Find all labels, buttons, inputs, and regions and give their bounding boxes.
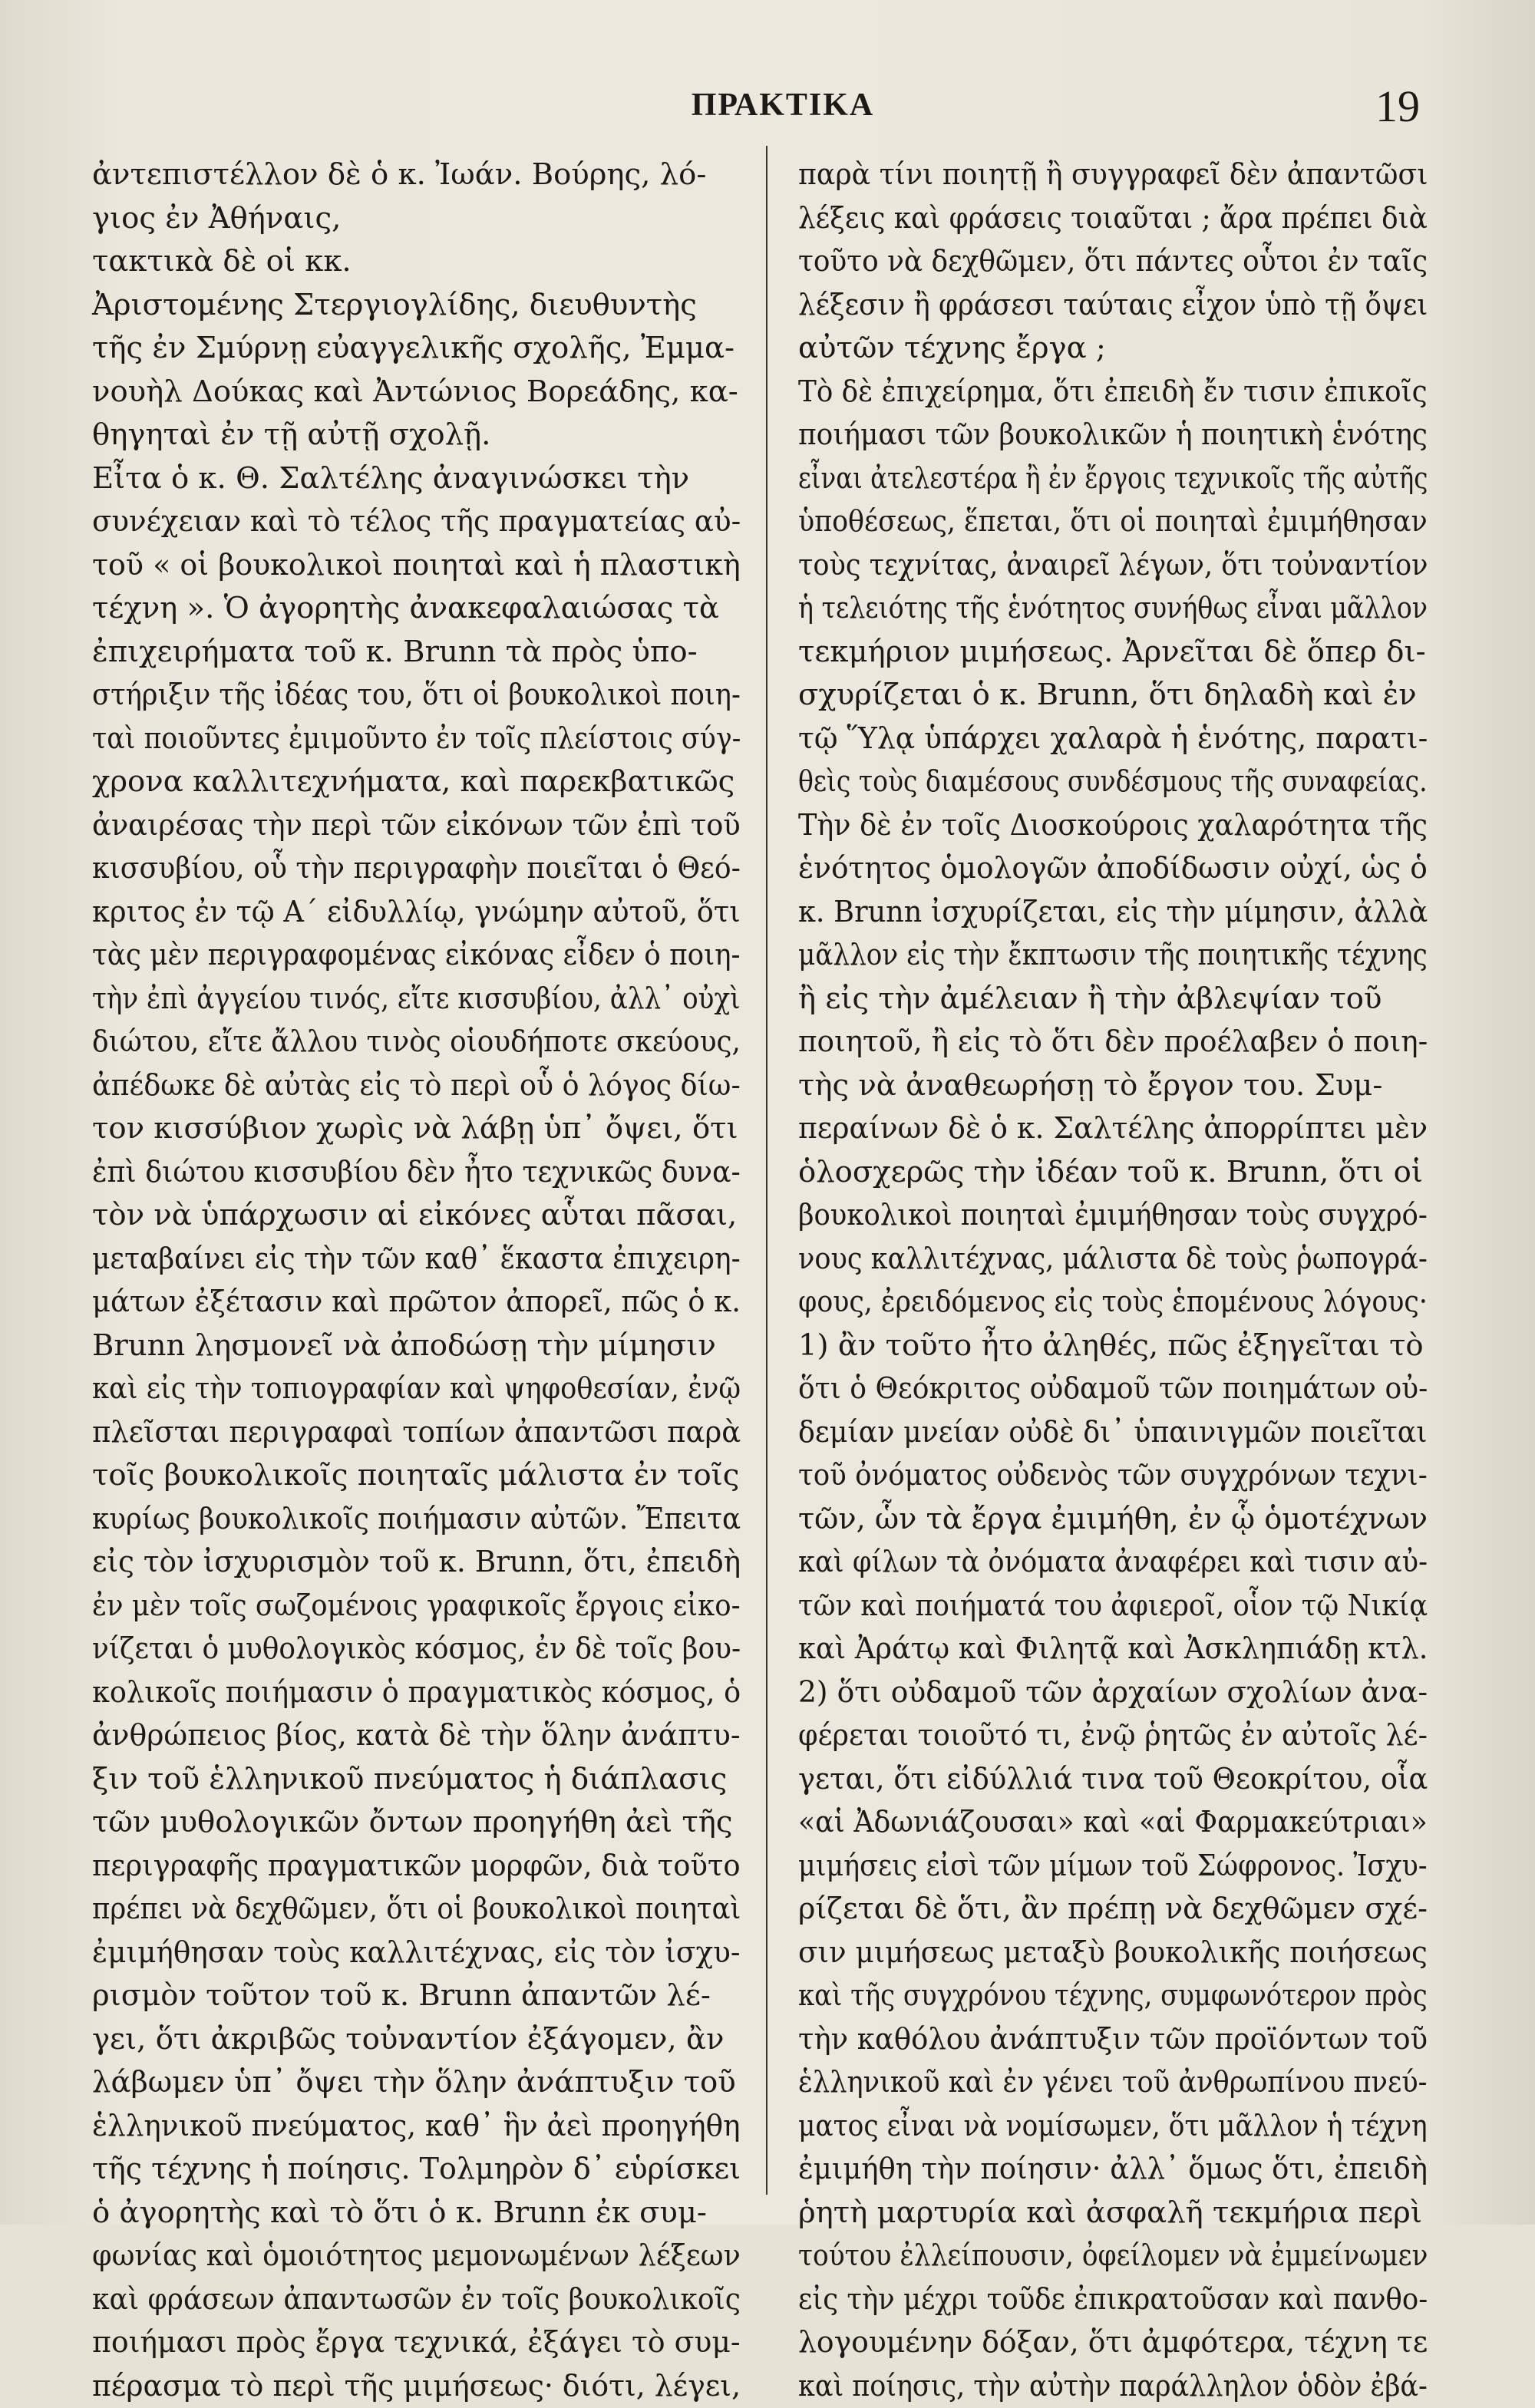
text-line: ἐν μὲν τοῖς σωζομένοις γραφικοῖς ἔργοις εἰκο- [92, 1585, 741, 1628]
text-line: ποιήμασι τῶν βουκολικῶν ἡ ποιητικὴ ἑνότης [798, 414, 1428, 457]
text-line: καὶ ποίησις, τὴν αὐτὴν παράλληλον ὁδὸν ἐβά- [798, 2365, 1428, 2408]
text-line: μεταβαίνει εἰς τὴν τῶν καθ᾽ ἕκαστα ἐπιχειρη- [92, 1238, 741, 1282]
text-line: Brunn λησμονεῖ νὰ ἀποδώσῃ τὴν μίμησιν [92, 1324, 741, 1368]
text-line: ἐπιχειρήματα τοῦ κ. Brunn τὰ πρὸς ὑπο- [92, 631, 741, 675]
text-line: κριτος ἐν τῷ Α΄ εἰδυλλίῳ, γνώμην αὐτοῦ, ὅτι [92, 891, 741, 935]
page-number: 19 [1375, 81, 1420, 132]
text-line: πλεῖσται περιγραφαὶ τοπίων ἀπαντῶσι παρὰ [92, 1411, 741, 1455]
text-line: κ. Brunn ἰσχυρίζεται, εἰς τὴν μίμησιν, ἀλλὰ [798, 891, 1428, 935]
text-line: ἐπὶ διώτου κισσυβίου δὲν ἦτο τεχνικῶς δυνα- [92, 1151, 741, 1195]
text-line: ἀναιρέσας τὴν περὶ τῶν εἰκόνων τῶν ἐπὶ τοῦ [92, 804, 741, 848]
text-line: 1) ἂν τοῦτο ἦτο ἀληθές, πῶς ἐξηγεῖται τὸ [798, 1324, 1428, 1368]
text-line: ἀνθρώπειος βίος, κατὰ δὲ τὴν ὅλην ἀνάπτυ- [92, 1714, 741, 1758]
text-line: τακτικὰ δὲ οἱ κκ. [92, 240, 741, 284]
text-line: εἰς τὸν ἰσχυρισμὸν τοῦ κ. Brunn, ὅτι, ἐπειδὴ [92, 1541, 741, 1585]
text-line: εἶναι ἀτελεστέρα ἢ ἐν ἔργοις τεχνικοῖς τῆς αὐτῆς [798, 457, 1428, 501]
text-line: πρέπει νὰ δεχθῶμεν, ὅτι οἱ βουκολικοὶ ποιηταὶ [92, 1888, 741, 1931]
text-line: μᾶλλον εἰς τὴν ἔκπτωσιν τῆς ποιητικῆς τέχνης [798, 934, 1428, 978]
text-line: περαίνων δὲ ὁ κ. Σαλτέλης ἀπορρίπτει μὲν [798, 1107, 1428, 1151]
text-line: ἡ τελειότης τῆς ἑνότητος συνήθως εἶναι μᾶλλον [798, 587, 1428, 631]
text-line: ποιήμασι πρὸς ἔργα τεχνικά, ἐξάγει τὸ συμ- [92, 2321, 741, 2365]
text-line: τούτου ἐλλείπουσιν, ὀφείλομεν νὰ ἐμμείνωμεν [798, 2235, 1428, 2278]
text-line: τῆς τέχνης ἡ ποίησις. Τολμηρὸν δ᾽ εὑρίσκει [92, 2148, 741, 2192]
text-line: περιγραφῆς πραγματικῶν μορφῶν, διὰ τοῦτο [92, 1845, 741, 1888]
text-line: ταὶ ποιοῦντες ἐμιμοῦντο ἐν τοῖς πλείστοις σύγ- [92, 717, 741, 761]
text-line: ἐμιμήθη τὴν ποίησιν· ἀλλ᾽ ὅμως ὅτι, ἐπειδὴ [798, 2148, 1428, 2192]
text-line: καὶ φίλων τὰ ὀνόματα ἀναφέρει καὶ τισιν αὐ- [798, 1541, 1428, 1585]
text-line: ἀντεπιστέλλον δὲ ὁ κ. Ἰωάν. Βούρης, λό- [92, 153, 741, 197]
text-line: τοῖς βουκολικοῖς ποιηταῖς μάλιστα ἐν τοῖς [92, 1454, 741, 1498]
text-line: θεὶς τοὺς διαμέσους συνδέσμους τῆς συναφείας. [798, 760, 1428, 804]
text-line: κισσυβίου, οὗ τὴν περιγραφὴν ποιεῖται ὁ Θεό- [92, 847, 741, 891]
text-line: φωνίας καὶ ὁμοιότητος μεμονωμένων λέξεων [92, 2235, 741, 2278]
text-line: τὴς νὰ ἀναθεωρήσῃ τὸ ἔργον του. Συμ- [798, 1064, 1428, 1108]
text-line: 2) ὅτι οὐδαμοῦ τῶν ἀρχαίων σχολίων ἀνα- [798, 1671, 1428, 1715]
text-line: τῶν, ὧν τὰ ἔργα ἐμιμήθη, ἐν ᾧ ὁμοτέχνων [798, 1498, 1428, 1542]
text-line: πέρασμα τὸ περὶ τῆς μιμήσεως· διότι, λέγει, [92, 2365, 741, 2408]
text-line: λέξεσιν ἢ φράσεσι ταύταις εἶχον ὑπὸ τῇ ὄψει [798, 284, 1428, 328]
text-line: ὁ ἀγορητὴς καὶ τὸ ὅτι ὁ κ. Brunn ἐκ συμ- [92, 2192, 741, 2235]
text-line: γει, ὅτι ἀκριβῶς τοὐναντίον ἐξάγομεν, ἂν [92, 2018, 741, 2062]
text-line: νους καλλιτέχνας, μάλιστα δὲ τοὺς ῥωπογρά- [798, 1238, 1428, 1282]
text-line: φέρεται τοιοῦτό τι, ἐνῷ ῥητῶς ἐν αὐτοῖς λέ- [798, 1714, 1428, 1758]
text-line: ὑποθέσεως, ἕπεται, ὅτι οἱ ποιηταὶ ἐμιμήθησαν [798, 500, 1428, 544]
text-line: σχυρίζεται ὁ κ. Brunn, ὅτι δηλαδὴ καὶ ἐν [798, 674, 1428, 717]
text-line: ρισμὸν τοῦτον τοῦ κ. Brunn ἀπαντῶν λέ- [92, 1974, 741, 2018]
text-line: νίζεται ὁ μυθολογικὸς κόσμος, ἐν δὲ τοῖς βου- [92, 1628, 741, 1671]
text-line: στήριξιν τῆς ἰδέας του, ὅτι οἱ βουκολικοὶ ποιη- [92, 674, 741, 717]
text-line: «αἱ Ἀδωνιάζουσαι» καὶ «αἱ Φαρμακεύτριαι» [798, 1801, 1428, 1845]
text-line: ἀπέδωκε δὲ αὐτὰς εἰς τὸ περὶ οὗ ὁ λόγος δίω- [92, 1064, 741, 1108]
text-line: λογουμένην δόξαν, ὅτι ἀμφότερα, τέχνη τε [798, 2321, 1428, 2365]
text-line: ματος εἶναι νὰ νομίσωμεν, ὅτι μᾶλλον ἡ τέχνη [798, 2105, 1428, 2149]
text-line: τοῦ « οἱ βουκολικοὶ ποιηταὶ καὶ ἡ πλαστικὴ [92, 544, 741, 588]
text-line: ὁλοσχερῶς τὴν ἰδέαν τοῦ κ. Brunn, ὅτι οἱ [798, 1151, 1428, 1195]
text-line: Τὸ δὲ ἐπιχείρημα, ὅτι ἐπειδὴ ἔν τισιν ἐπικοῖς [798, 371, 1428, 414]
text-line: εἰς τὴν μέχρι τοῦδε ἐπικρατοῦσαν καὶ πανθο- [798, 2278, 1428, 2322]
text-line: γεται, ὅτι εἰδύλλιά τινα τοῦ Θεοκρίτου, οἷα [798, 1758, 1428, 1802]
text-line: δεμίαν μνείαν οὐδὲ δι᾽ ὑπαινιγμῶν ποιεῖται [798, 1411, 1428, 1455]
left-text-column [92, 153, 741, 2195]
text-line: ὅτι ὁ Θεόκριτος οὐδαμοῦ τῶν ποιημάτων οὐ- [798, 1367, 1428, 1411]
text-line: κυρίως βουκολικοῖς ποιήμασιν αὐτῶν. Ἔπειτα [92, 1498, 741, 1542]
running-head: ΠΡΑΚΤΙΚΑ [146, 87, 1420, 124]
text-line: τὰς μὲν περιγραφομένας εἰκόνας εἶδεν ὁ ποιη- [92, 934, 741, 978]
text-line: λέξεις καὶ φράσεις τοιαῦται ; ἄρα πρέπει διὰ [798, 197, 1428, 241]
text-line: καὶ φράσεων ἀπαντωσῶν ἐν τοῖς βουκολικοῖς [92, 2278, 741, 2322]
text-line: τὴν καθόλου ἀνάπτυξιν τῶν προϊόντων τοῦ [798, 2018, 1428, 2062]
text-line: κολικοῖς ποιήμασιν ὁ πραγματικὸς κόσμος, ὁ [92, 1671, 741, 1715]
text-line: καὶ τῆς συγχρόνου τέχνης, συμφωνότερον πρὸς [798, 1974, 1428, 2018]
text-line: ἢ εἰς τὴν ἀμέλειαν ἢ τὴν ἀβλεψίαν τοῦ [798, 978, 1428, 1021]
text-line: ἐμιμήθησαν τοὺς καλλιτέχνας, εἰς τὸν ἰσχυ- [92, 1931, 741, 1975]
text-line: λάβωμεν ὑπ᾽ ὄψει τὴν ὅλην ἀνάπτυξιν τοῦ [92, 2061, 741, 2105]
text-line: φους, ἐρειδόμενος εἰς τοὺς ἑπομένους λόγους· [798, 1281, 1428, 1324]
text-line: τοῦτο νὰ δεχθῶμεν, ὅτι πάντες οὗτοι ἐν ταῖς [798, 240, 1428, 284]
text-line: ποιητοῦ, ἢ εἰς τὸ ὅτι δὲν προέλαβεν ὁ ποιη- [798, 1021, 1428, 1064]
text-line: τὴν ἐπὶ ἀγγείου τινός, εἴτε κισσυβίου, ἀλλ᾽ οὐχὶ [92, 978, 741, 1021]
text-line: τῆς ἐν Σμύρνῃ εὐαγγελικῆς σχολῆς, Ἐμμα- [92, 327, 741, 371]
text-line: γιος ἐν Ἀθήναις, [92, 197, 741, 241]
text-line: ἑλληνικοῦ καὶ ἐν γένει τοῦ ἀνθρωπίνου πνεύ- [798, 2061, 1428, 2105]
text-line: τεκμήριον μιμήσεως. Ἀρνεῖται δὲ ὅπερ δι- [798, 631, 1428, 675]
text-line: ῥητὴ μαρτυρία καὶ ἀσφαλῆ τεκμήρια περὶ [798, 2192, 1428, 2235]
text-line: τῶν μυθολογικῶν ὄντων προηγήθη ἀεὶ τῆς [92, 1801, 741, 1845]
text-line: μιμήσεις εἰσὶ τῶν μίμων τοῦ Σώφρονος. Ἰσχυ- [798, 1845, 1428, 1888]
right-text-column [798, 153, 1428, 2195]
text-line: παρὰ τίνι ποιητῇ ἢ συγγραφεῖ δὲν ἀπαντῶσι [798, 153, 1428, 197]
text-line: καὶ Ἀράτῳ καὶ Φιλητᾷ καὶ Ἀσκληπιάδῃ κτλ. [798, 1628, 1428, 1671]
text-line: μάτων ἐξέτασιν καὶ πρῶτον ἀπορεῖ, πῶς ὁ κ. [92, 1281, 741, 1324]
text-line: ἑλληνικοῦ πνεύματος, καθ᾽ ἣν ἀεὶ προηγήθη [92, 2105, 741, 2149]
text-line: νουὴλ Δούκας καὶ Ἀντώνιος Βορεάδης, κα- [92, 371, 741, 414]
text-line: σιν μιμήσεως μεταξὺ βουκολικῆς ποιήσεως [798, 1931, 1428, 1975]
text-line: τῶν καὶ ποιήματά του ἀφιεροῖ, οἷον τῷ Νικίᾳ [798, 1585, 1428, 1628]
text-line: βουκολικοὶ ποιηταὶ ἐμιμήθησαν τοὺς συγχρό- [798, 1194, 1428, 1238]
text-line: χρονα καλλιτεχνήματα, καὶ παρεκβατικῶς [92, 760, 741, 804]
text-line: Ἀριστομένης Στεργιογλίδης, διευθυντὴς [92, 284, 741, 328]
text-line: θηγηταὶ ἐν τῇ αὐτῇ σχολῇ. [92, 414, 741, 457]
text-line: τοῦ ὀνόματος οὐδενὸς τῶν συγχρόνων τεχνι- [798, 1454, 1428, 1498]
text-line: διώτου, εἴτε ἄλλου τινὸς οἱουδήποτε σκεύους, [92, 1021, 741, 1064]
text-line: τέχνη ». Ὁ ἀγορητὴς ἀνακεφαλαιώσας τὰ [92, 587, 741, 631]
text-line: συνέχειαν καὶ τὸ τέλος τῆς πραγματείας αὐ- [92, 500, 741, 544]
text-line: τοὺς τεχνίτας, ἀναιρεῖ λέγων, ὅτι τοὐναντίον [798, 544, 1428, 588]
text-line: τον κισσύβιον χωρὶς νὰ λάβῃ ὑπ᾽ ὄψει, ὅτι [92, 1107, 741, 1151]
text-line: αὐτῶν τέχνης ἔργα ; [798, 327, 1428, 371]
text-line: τὸν νὰ ὑπάρχωσιν αἱ εἰκόνες αὗται πᾶσαι, [92, 1194, 741, 1238]
text-line: Τὴν δὲ ἐν τοῖς Διοσκούροις χαλαρότητα τῆς [798, 804, 1428, 848]
page-header [146, 81, 1420, 134]
text-line: ξιν τοῦ ἑλληνικοῦ πνεύματος ἡ διάπλασις [92, 1758, 741, 1802]
text-line: ἑνότητος ὁμολογῶν ἀποδίδωσιν οὐχί, ὡς ὁ [798, 847, 1428, 891]
text-line: Εἶτα ὁ κ. Θ. Σαλτέλης ἀναγινώσκει τὴν [92, 457, 741, 501]
text-line: καὶ εἰς τὴν τοπιογραφίαν καὶ ψηφοθεσίαν, ἐνῷ [92, 1367, 741, 1411]
text-line: τῷ Ὕλᾳ ὑπάρχει χαλαρὰ ἡ ἑνότης, παρατι- [798, 717, 1428, 761]
text-line: ρίζεται δὲ ὅτι, ἂν πρέπῃ νὰ δεχθῶμεν σχέ- [798, 1888, 1428, 1931]
column-divider [766, 146, 768, 2195]
